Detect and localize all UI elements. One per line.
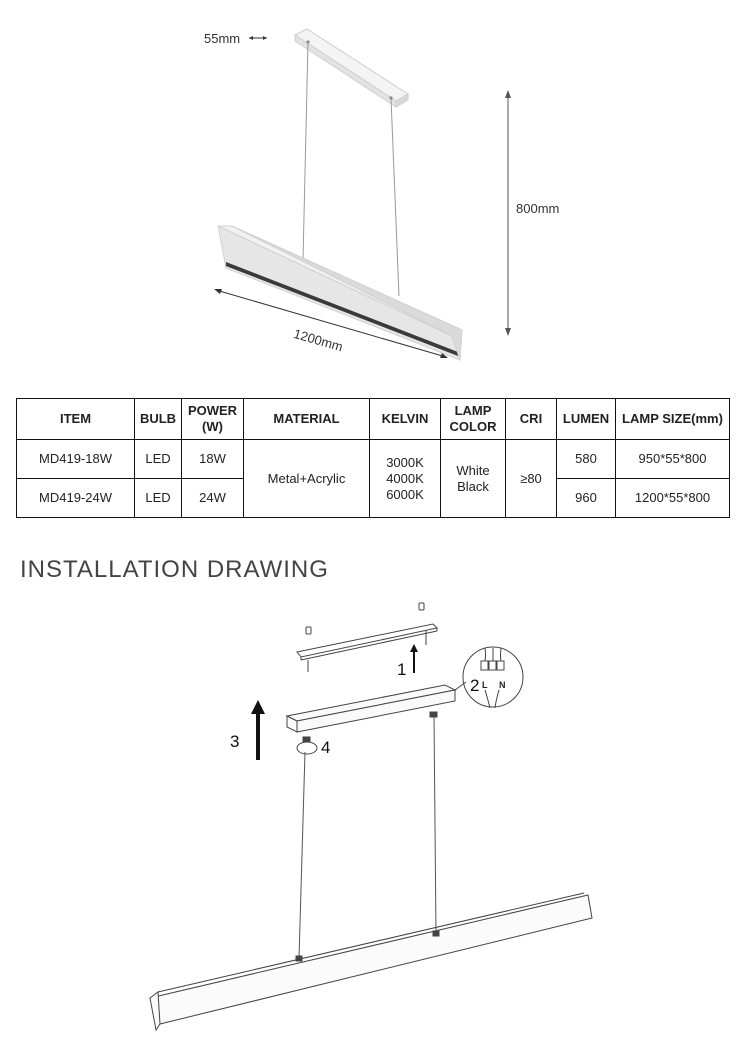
wiring-detail xyxy=(455,647,523,708)
cell-bulb: LED xyxy=(135,479,182,518)
step3-arrow xyxy=(251,700,265,760)
header-kelvin: KELVIN xyxy=(370,399,441,440)
wiring-label-n: N xyxy=(499,680,506,690)
cell-item: MD419-24W xyxy=(17,479,135,518)
cell-lamp-size: 1200*55*800 xyxy=(616,479,730,518)
installation-canopy xyxy=(287,685,455,732)
header-bulb: BULB xyxy=(135,399,182,440)
length-label: 1200mm xyxy=(291,326,345,355)
kelvin-value: 4000K xyxy=(386,470,424,486)
cell-power: 24W xyxy=(182,479,244,518)
step1-label: 1 xyxy=(397,660,407,679)
cell-power: 18W xyxy=(182,440,244,479)
kelvin-value: 6000K xyxy=(386,486,424,502)
width-label: 55mm xyxy=(204,31,241,46)
screw-icon xyxy=(306,603,426,672)
installation-lamp-body xyxy=(150,893,592,1030)
header-power xyxy=(182,399,244,440)
suspension-wire xyxy=(303,42,308,260)
header-lumen: LUMEN xyxy=(557,399,616,440)
lamp-color-value: White xyxy=(456,462,490,478)
cell-item: MD419-18W xyxy=(17,440,135,479)
installation-title: INSTALLATION DRAWING xyxy=(20,556,329,583)
suspension-wire xyxy=(391,98,399,296)
header-material: MATERIAL xyxy=(244,399,370,440)
header-lamp-size: LAMP SIZE(mm) xyxy=(616,399,730,440)
cell-lumen: 960 xyxy=(557,479,616,518)
step1-arrow xyxy=(410,644,418,673)
step3-label: 3 xyxy=(230,732,240,751)
table-row xyxy=(17,440,730,479)
cell-material: Metal+Acrylic xyxy=(244,440,370,518)
height-label: 800mm xyxy=(516,201,560,216)
cell-lumen: 580 xyxy=(557,440,616,479)
lamp-color-value: Black xyxy=(457,478,489,494)
suspension-wire xyxy=(299,752,305,958)
step2-label: 2 xyxy=(470,676,480,695)
cell-lamp-size: 950*55*800 xyxy=(616,440,730,479)
mounting-plate xyxy=(297,624,437,660)
wiring-label-l: L xyxy=(482,680,488,690)
suspension-wire xyxy=(434,717,436,934)
cable-grip-icon xyxy=(297,712,437,754)
header-lamp-color-line2: COLOR xyxy=(449,419,497,434)
header-power-line1: POWER xyxy=(187,403,238,418)
header-lamp-color xyxy=(441,399,506,440)
cell-bulb: LED xyxy=(135,440,182,479)
table-header-row xyxy=(17,399,730,440)
spec-table xyxy=(16,398,730,518)
kelvin-value: 3000K xyxy=(386,454,424,470)
header-power-line2: (W) xyxy=(202,419,223,434)
header-item: ITEM xyxy=(17,399,135,440)
cell-kelvin xyxy=(370,440,441,518)
step4-label: 4 xyxy=(321,738,331,757)
product-drawing xyxy=(0,0,750,380)
header-cri: CRI xyxy=(506,399,557,440)
cell-cri: ≥80 xyxy=(506,440,557,518)
header-lamp-color-line1: LAMP xyxy=(454,403,492,418)
canopy xyxy=(295,29,408,107)
cell-lamp-color xyxy=(441,440,506,518)
